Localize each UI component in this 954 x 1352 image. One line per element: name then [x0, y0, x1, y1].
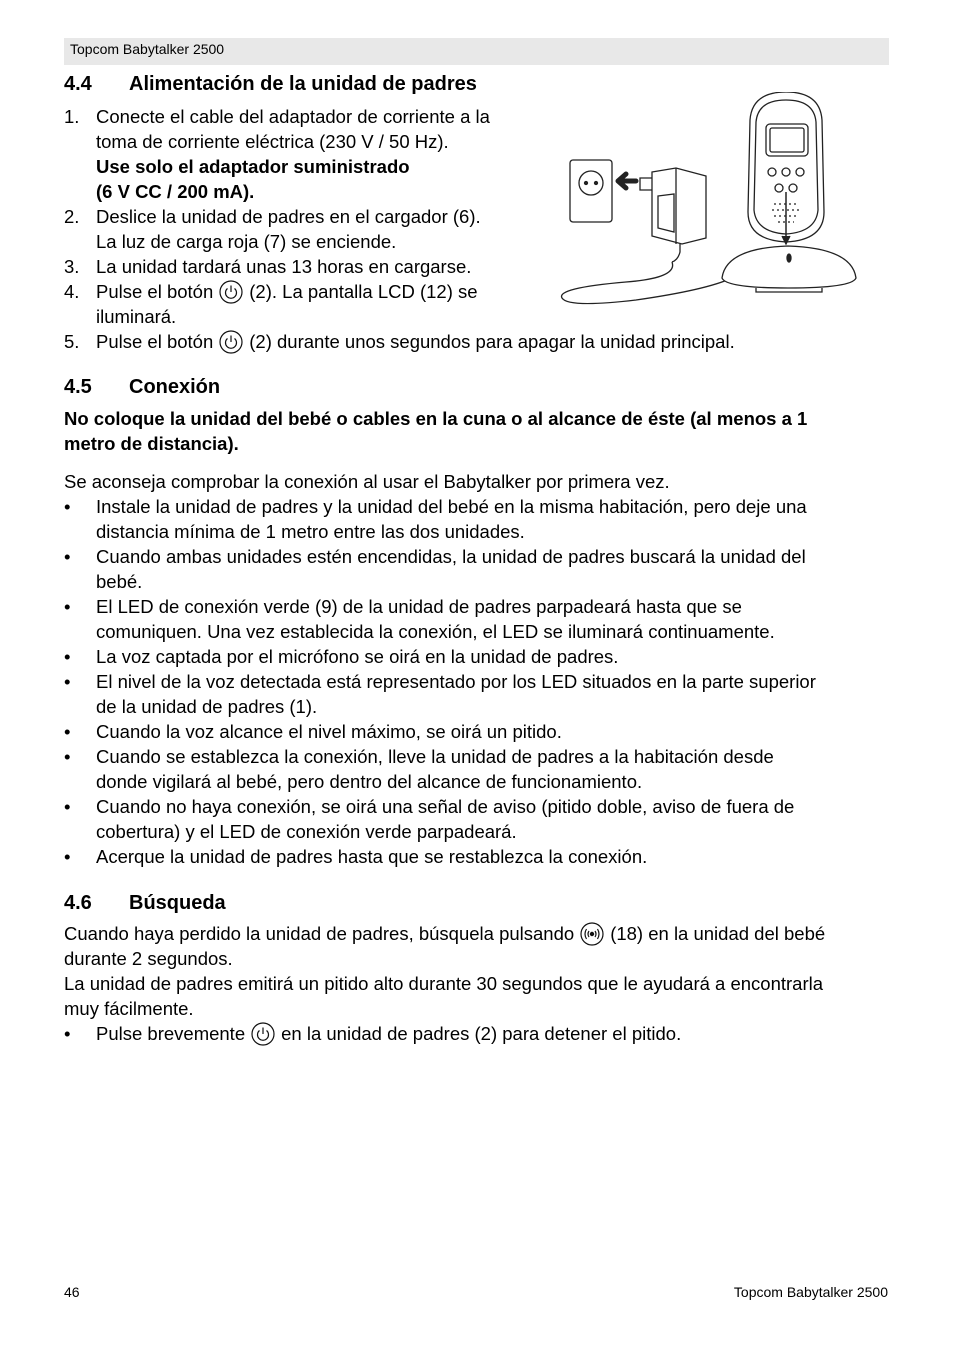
list-item	[64, 204, 890, 254]
list-item: • Cuando la voz alcance el nivel máximo, se oirá un pitido.	[64, 721, 562, 742]
page-number: 46	[64, 1284, 80, 1300]
item-text: Pulse el botón	[96, 331, 214, 352]
item-text: Pulse el botón	[96, 281, 214, 302]
bullet: •	[64, 746, 71, 767]
list-item: • Pulse brevemente en la unidad de padres (2) para detener el pitido.	[64, 1023, 682, 1044]
section-number: 4.6	[64, 892, 92, 914]
bullet: •	[64, 546, 71, 567]
bullet: •	[64, 846, 71, 867]
list-item: • Cuando se establezca la conexión, lleve la unidad de padres a la habitación desde donde vigilará al bebé, pero dentro del alcance de funcionamiento.	[64, 746, 774, 792]
item-text: toma de corriente eléctrica (230 V / 50 Hz).	[96, 131, 449, 152]
item-bold-text: Use solo el adaptador suministrado	[96, 156, 410, 177]
bullet: •	[64, 496, 71, 517]
item-text: (2). La pantalla LCD (12) se	[249, 281, 478, 302]
item-number: 2.	[64, 206, 80, 227]
list-item: • Cuando no haya conexión, se oirá una señal de aviso (pitido doble, aviso de fuera de cobertura) y el LED de conexión verde parpadeará.	[64, 796, 795, 842]
list-item: • Instale la unidad de padres y la unidad del bebé en la misma habitación, pero deje una distancia mínima de 1 metro entre las dos unidades.	[64, 496, 807, 542]
page-header	[64, 38, 889, 65]
section-number: 4.4	[64, 73, 92, 95]
item-number: 3.	[64, 256, 80, 277]
paging-button-icon	[580, 922, 604, 946]
bullet: •	[64, 596, 71, 617]
list-item: • El LED de conexión verde (9) de la unidad de padres parpadeará hasta que se comuniquen. Una vez establecida la conexión, el LED se iluminará continuamente.	[64, 596, 775, 642]
numbered-list	[64, 104, 890, 354]
paging-paragraph: Cuando haya perdido la unidad de padres, búsquela pulsando (18) en la unidad del bebé durante 2 segundos. La unidad de padres emitirá un pitido alto durante 30 segundos que le ayudará a encontrarla muy fácilmente.	[64, 923, 826, 1019]
bullet-list	[64, 494, 890, 869]
footer-title: Topcom Babytalker 2500	[733, 1284, 888, 1300]
list-item	[64, 329, 890, 354]
section-number: 4.5	[64, 376, 92, 398]
warning-text: No coloque la unidad del bebé o cables en la cuna o al alcance de éste (al menos a 1 metro de distancia).	[64, 408, 808, 454]
item-text: La luz de carga roja (7) se enciende.	[96, 231, 397, 252]
item-text: Conecte el cable del adaptador de corriente a la	[96, 106, 490, 127]
list-item	[64, 279, 890, 329]
bullet: •	[64, 671, 71, 692]
item-number: 4.	[64, 281, 80, 302]
section-title: Conexión	[129, 376, 221, 398]
bullet: •	[64, 1023, 71, 1044]
item-number: 1.	[64, 106, 80, 127]
intro-paragraph: Se aconseja comprobar la conexión al usar el Babytalker por primera vez.	[64, 471, 670, 492]
list-item: • Cuando ambas unidades estén encendidas, la unidad de padres buscará la unidad del bebé.	[64, 546, 806, 592]
header-title: Topcom Babytalker 2500	[70, 41, 225, 57]
item-text: (2) durante unos segundos para apagar la unidad principal.	[249, 331, 735, 352]
item-bold-text: (6 V CC / 200 mA).	[96, 181, 255, 202]
list-item: • El nivel de la voz detectada está representado por los LED situados en la parte superior de la unidad de padres (1).	[64, 671, 816, 717]
section-4-5-heading	[64, 373, 890, 401]
list-item: • La voz captada por el micrófono se oirá en la unidad de padres.	[64, 646, 619, 667]
power-button-icon	[251, 1022, 275, 1046]
list-item	[64, 254, 890, 279]
page-content	[64, 70, 890, 1046]
section-4-6-heading	[64, 889, 890, 917]
bullet: •	[64, 796, 71, 817]
power-button-icon	[219, 280, 243, 304]
list-item: • Acerque la unidad de padres hasta que se restablezca la conexión.	[64, 846, 648, 867]
power-button-icon	[219, 330, 243, 354]
item-number: 5.	[64, 331, 80, 352]
section-4-4-heading	[64, 70, 890, 98]
section-title: Búsqueda	[129, 892, 226, 914]
list-item	[64, 104, 890, 204]
bullet: •	[64, 646, 71, 667]
item-text: Deslice la unidad de padres en el cargador (6).	[96, 206, 481, 227]
item-text: La unidad tardará unas 13 horas en cargarse.	[96, 256, 472, 277]
item-text: iluminará.	[96, 306, 177, 327]
bullet: •	[64, 721, 71, 742]
section-title: Alimentación de la unidad de padres	[129, 73, 477, 95]
